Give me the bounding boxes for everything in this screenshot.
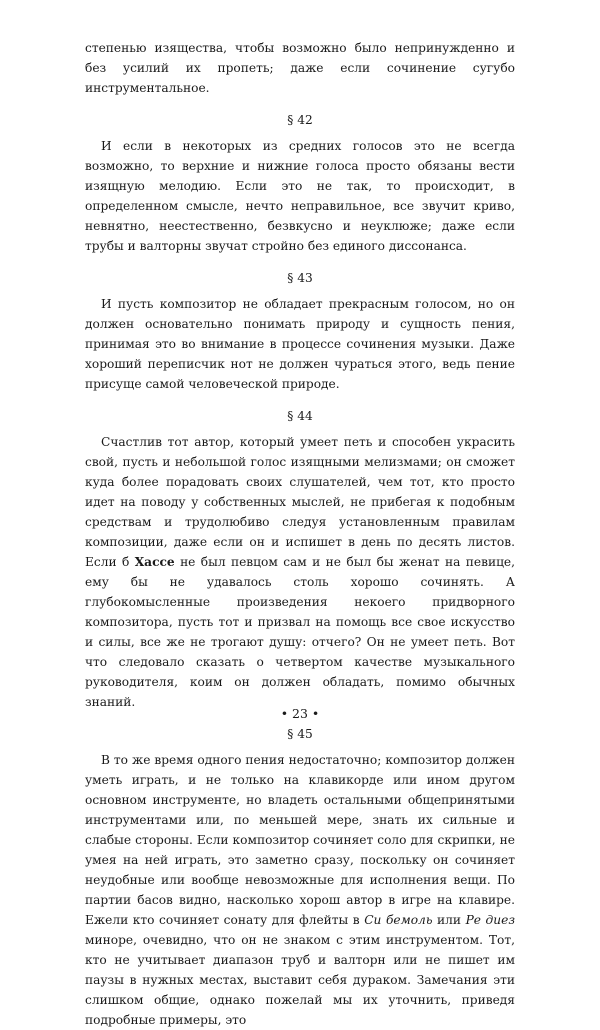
section-45-text	[85, 750, 515, 1030]
section-45-part3: миноре, очевидно, что он не знаком с этим инструментом. Тот, кто не учитывает диапазон труб и валторн или не пишет им паузы в нужных местах, выставит себя дураком. Замечания эти слишком общие, однако пожелай мы их уточнить, приведя подробные примеры, это	[85, 933, 515, 1027]
page-number: • 23 •	[280, 706, 320, 721]
section-44-text	[85, 432, 515, 712]
key-b-flat: Си бемоль	[364, 913, 433, 927]
section-44-text-after: не был певцом сам и не был бы женат на певице, ему бы не удавалось столь хорошо сочинять. А глубокомысленные произведения некоего придворного композитора, пусть тот и призвал на помощь все свое искусство и силы, все же не трогают душу: отчего? Он не умеет петь. Вот что следовало сказать о четвертом качестве музыкального руководителя, коим он должен обладать, помимо обычных знаний.	[85, 555, 515, 709]
page-body	[85, 38, 515, 1030]
section-42-text: И если в некоторых из средних голосов это не всегда возможно, то верхние и нижние голоса просто обязаны вести изящную мелодию. Если это не так, то происходит, в определенном смысле, нечто неправильное, все звучит криво, невнятно, неестественно, безвкусно и неуклюже; даже если трубы и валторны звучат стройно без единого диссонанса.	[85, 139, 515, 253]
section-heading-45: § 45	[287, 727, 313, 741]
section-43-text: И пусть композитор не обладает прекрасным голосом, но он должен основательно понимать природу и сущность пения, принимая это во внимание в процессе сочинения музыки. Даже хороший переписчик нот не должен чураться этого, ведь пение присуще самой человеческой природе.	[85, 297, 515, 391]
section-45-part2: или	[432, 913, 466, 927]
section-44-text-before: Счастлив тот автор, который умеет петь и способен украсить свой, пусть и небольшой голос изящными мелизмами; он сможет куда более порадовать своих слушателей, чем тот, кто просто идет на поводу у собственных мыслей, не прибегая к подобным средствам и трудолюбиво следуя установленным правилам композиции, даже если он и испишет в день по десять листов. Если б	[85, 435, 515, 569]
composer-name-hasse: Хассе	[134, 555, 175, 569]
continued-paragraph: степенью изящества, чтобы возможно было непринужденно и без усилий их пропеть; даже если сочинение сугубо инструментальное.	[85, 41, 515, 95]
section-45-part1: В то же время одного пения недостаточно; композитор должен уметь играть, и не только на клавикорде или ином другом основном инструменте, но владеть остальными общепринятыми инструментами или, по меньшей мере, знать их сильные и слабые стороны. Если композитор сочиняет соло для скрипки, не умея на ней играть, это заметно сразу, поскольку он сочиняет неудобные или вообще невозможные для исполнения вещи. По партии басов видно, насколько хорош автор в игре на клавире. Ежели кто сочиняет сонату для флейты в	[85, 753, 515, 927]
section-heading-42: § 42	[287, 113, 313, 127]
section-heading-44: § 44	[287, 409, 313, 423]
key-d-sharp: Ре диез	[465, 913, 515, 927]
section-heading-43: § 43	[287, 271, 313, 285]
